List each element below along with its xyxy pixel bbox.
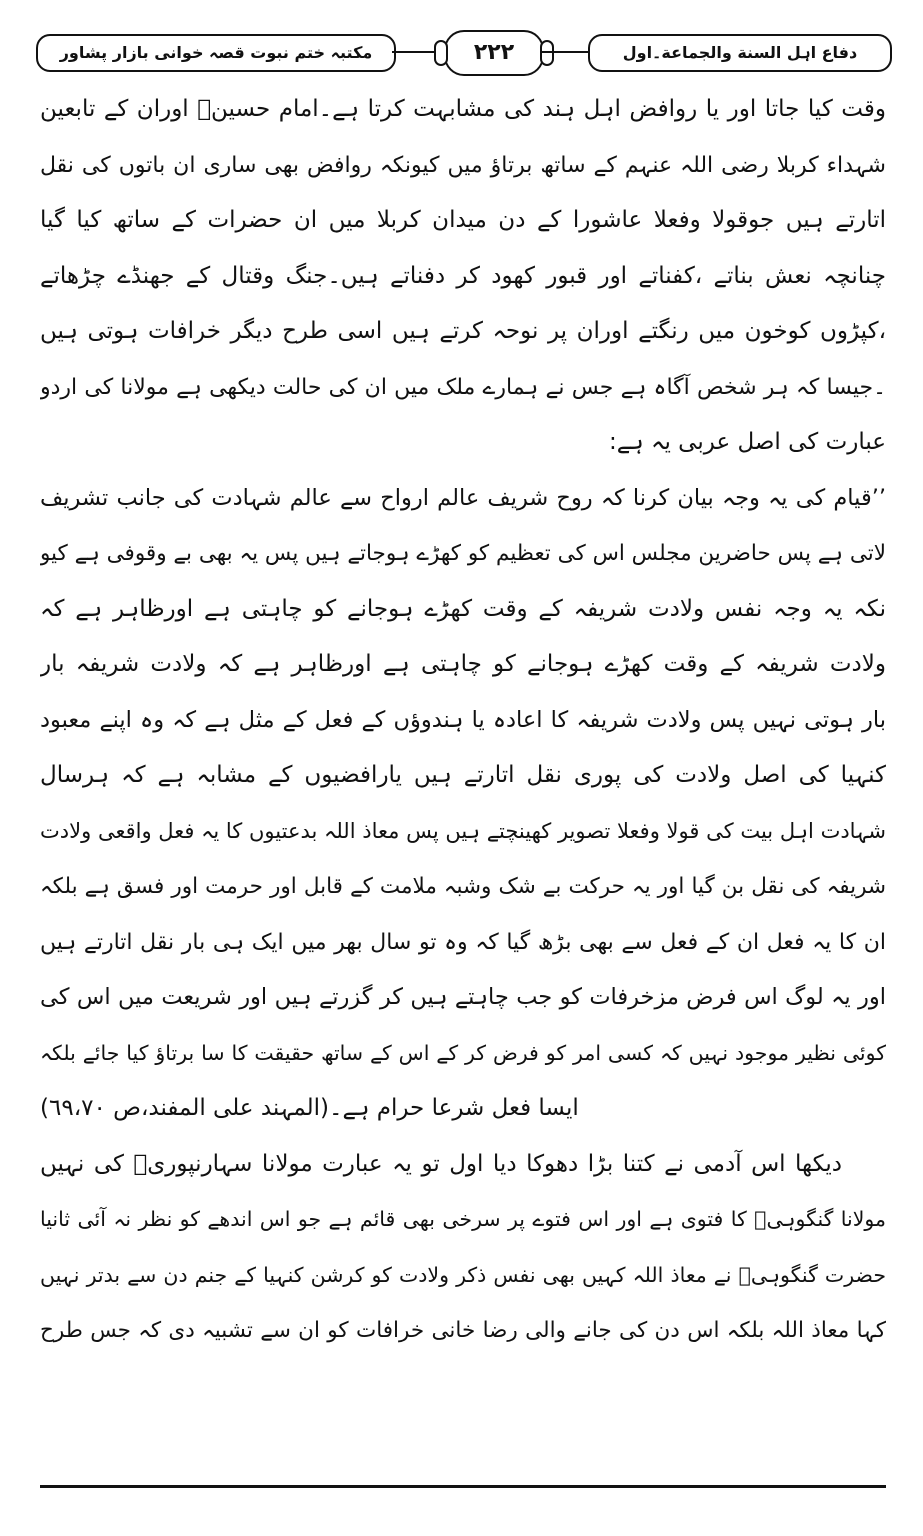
quote-line: بار ہوتی نہیں پس ولادت شریفہ کا اعادہ یا ہندوؤں کے فعل کے مثل ہے کہ وہ اپنے معبود bbox=[40, 706, 886, 733]
citation-line: ایسا فعل شرعا حرام ہے۔(المہند علی المفند،ص ٦٩،٧٠) bbox=[40, 1095, 579, 1121]
book-title: دفاع اہل السنة والجماعة۔اول bbox=[588, 34, 892, 72]
quote-line: ’’قیام کی یہ وجہ بیان کرنا کہ روح شریف عالم ارواح سے عالم شہادت کی جانب تشریف bbox=[40, 484, 886, 511]
header-divider-right bbox=[540, 51, 592, 53]
quote-line: ولادت شریفہ کے وقت کھڑے ہوجانے کو چاہتی ہے اورظاہر ہے کہ ولادت شریفہ بار bbox=[40, 651, 886, 677]
text-line: شہداء کربلا رضی اللہ عنہم کے ساتھ برتاؤ میں کیونکہ روافض بھی ساری ان باتوں کی نقل bbox=[40, 152, 886, 178]
text-line: وقت کیا جاتا اور یا روافض اہل ہند کی مشابہت کرتا ہے۔امام حسینؓ اوران کے تابعین bbox=[40, 96, 886, 122]
text-line: چنانچہ نعش بناتے ،کفناتے اور قبور کھود کر دفناتے ہیں۔جنگ وقتال کے جھنڈے چڑھاتے bbox=[40, 262, 886, 289]
quote-line: ان کا یہ فعل ان کے فعل سے بھی بڑھ گیا کہ وہ تو سال بھر میں ایک ہی بار نقل اتارتے ہیں bbox=[40, 929, 886, 955]
page-body bbox=[40, 82, 886, 1359]
quote-line: اور یہ لوگ اس فرض مزخرفات کو جب چاہتے ہیں کر گزرتے ہیں اور شریعت میں اس کی bbox=[40, 984, 886, 1010]
quote-line: کنہیا کی اصل ولادت کی پوری نقل اتارتے ہیں یارافضیوں کے مشابہ ہے کہ ہرسال bbox=[40, 762, 886, 788]
text-line: مولانا گنگوہیؒ کا فتوی ہے اور اس فتوے پر سرخی بھی قائم ہے جو اس اندھے کو نظر نہ آئی ثانیا bbox=[40, 1207, 886, 1231]
text-line: ،کپڑوں کوخون میں رنگتے اوران پر نوحہ کرتے ہیں اسی طرح دیگر خرافات ہوتی ہیں bbox=[40, 318, 886, 344]
quote-line: شہادت اہل بیت کی قولا وفعلا تصویر کھینچتے ہیں پس معاذ اللہ بدعتیوں کا یہ فعل واقعی ولادت bbox=[40, 818, 886, 843]
text-line: حضرت گنگوہیؒ نے معاذ اللہ کہیں بھی نفس ذکر ولادت کو کرشن کنہیا کے جنم دن سے بدتر نہیں bbox=[40, 1262, 886, 1287]
text-line: عبارت کی اصل عربی یہ ہے: bbox=[608, 429, 886, 455]
text-line: ۔جیسا کہ ہر شخص آگاہ ہے جس نے ہمارے ملک میں ان کی حالت دیکھی ہے مولانا کی اردو bbox=[40, 374, 886, 400]
quote-line: لاتی ہے پس حاضرین مجلس اس کی تعظیم کو کھڑے ہوجاتے ہیں پس یہ بھی بے وقوفی ہے کیو bbox=[40, 541, 886, 566]
page-header bbox=[36, 30, 892, 74]
quote-line: کوئی نظیر موجود نہیں کہ کسی امر کو فرض کر کے اس کے ساتھ حقیقت کا سا برتاؤ کیا جائے بلکہ bbox=[40, 1040, 886, 1065]
publisher-label: مکتبہ ختم نبوت قصہ خوانی بازار پشاور bbox=[36, 34, 396, 72]
text-line: اتارتے ہیں جوقولا وفعلا عاشورا کے دن میدان کربلا میں ان حضرات کے ساتھ کیا گیا bbox=[40, 207, 886, 233]
text-line: دیکھا اس آدمی نے کتنا بڑا دھوکا دیا اول تو یہ عبارت مولانا سہارنپوریؒ کی نہیں bbox=[40, 1150, 842, 1177]
quote-line: شریفہ کی نقل بن گیا اور یہ حرکت بے شک وشبہ ملامت کے قابل اور حرمت اور فسق ہے بلکہ bbox=[40, 874, 886, 899]
footer-rule bbox=[40, 1485, 886, 1488]
text-line: کہا معاذ اللہ بلکہ اس دن کی جانے والی رضا خانی خرافات کو ان سے تشبیہ دی کہ جس طرح bbox=[40, 1318, 886, 1343]
page-number: ۲۲۲ bbox=[444, 30, 544, 76]
quote-line: نکہ یہ وجہ نفس ولادت شریفہ کے وقت کھڑے ہوجانے کو چاہتی ہے اورظاہر ہے کہ bbox=[40, 595, 886, 622]
